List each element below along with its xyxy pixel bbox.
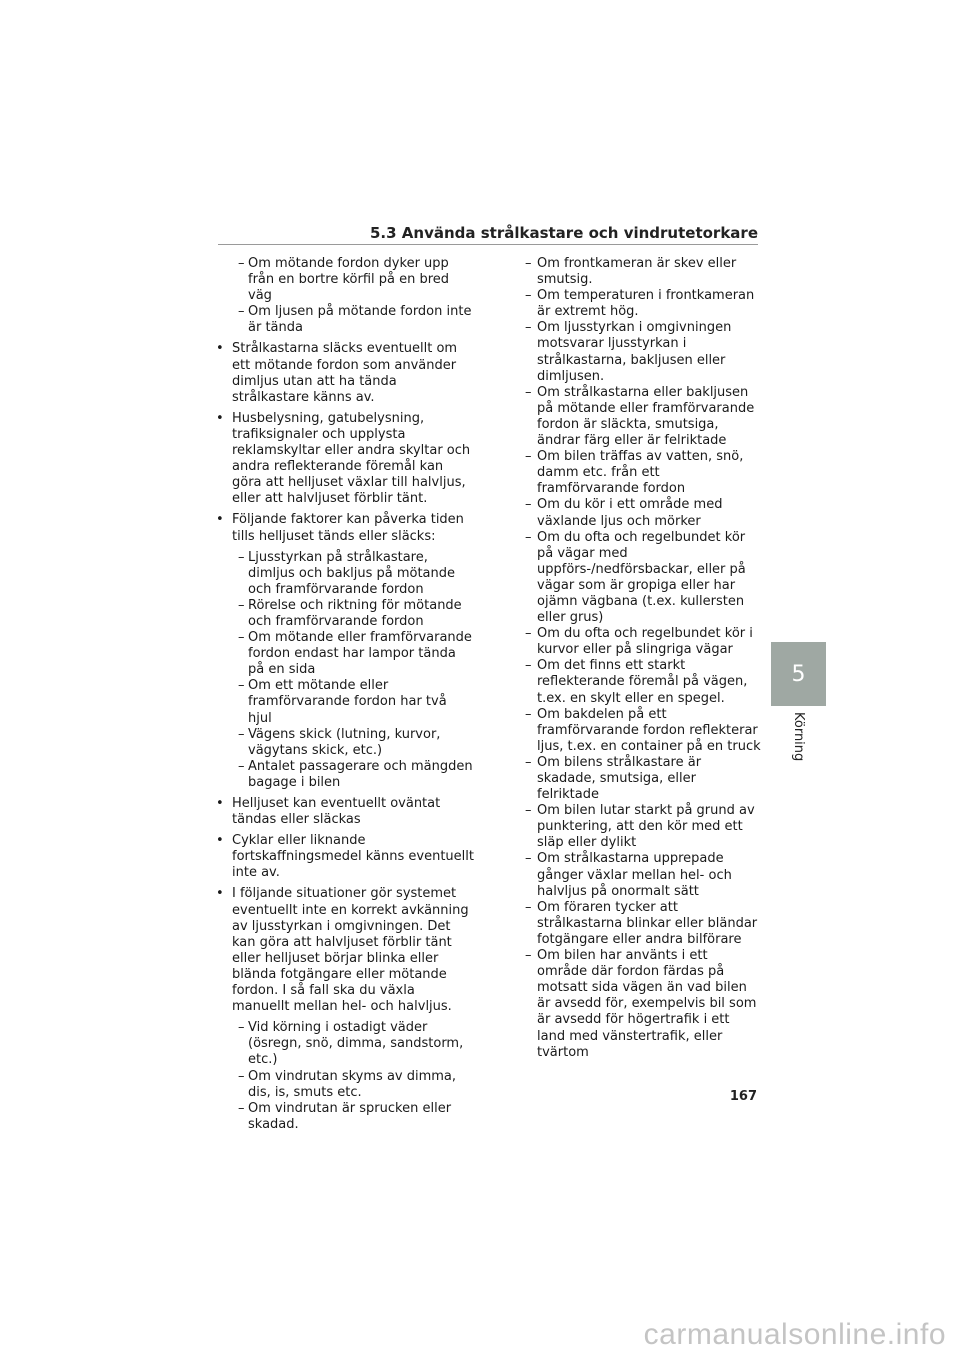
bullet-item <box>216 796 474 828</box>
dash-item <box>525 755 761 803</box>
bullet-item <box>216 886 474 1015</box>
dash-item <box>216 598 474 630</box>
item-text: Om bilen träffas av vatten, snö, damm etc. från ett framförvarande fordon <box>537 449 744 497</box>
item-text: Om föraren tycker att strålkastarna blinkar eller bländar fotgängare eller andra bilförare <box>537 899 758 947</box>
item-text: Om temperaturen i frontkameran är extremt hög. <box>537 288 755 320</box>
dash-marker: – <box>525 449 532 465</box>
item-text: Husbelysning, gatubelysning, trafiksignaler och upplysta reklamskyltar eller andra skyltar och andra reflekterande föremål kan göra att helljuset växlar till halvljus, eller att halvljuset förblir tänt. <box>232 410 471 507</box>
dash-marker: – <box>525 754 532 770</box>
dash-item <box>525 803 761 851</box>
item-text: I följande situationer gör systemet eventuellt inte en korrekt avkänning av ljusstyrkan i omgivningen. Det kan göra att halvljuset förblir tänt eller helljuset börjar blinka eller blända fotgängare eller mötande fordon. I så fall ska du växla manuellt mellan hel- och halvljus. <box>232 886 469 1015</box>
dash-item <box>525 948 761 1061</box>
page-number: 167 <box>729 1089 757 1104</box>
chapter-label: Körning <box>791 712 806 762</box>
dash-item <box>216 550 474 598</box>
dash-item <box>525 256 761 288</box>
dash-marker: – <box>238 1068 245 1084</box>
dash-marker: – <box>525 851 532 867</box>
dash-marker: – <box>525 899 532 915</box>
item-text: Om strålkastarna eller bakljusen på mötande eller framförvarande fordon är släckta, smutsiga, ändrar färg eller är felriktade <box>537 384 755 449</box>
dash-marker: – <box>238 256 245 271</box>
bullet-item <box>216 341 474 405</box>
dash-marker: – <box>525 256 532 271</box>
dash-item <box>525 320 761 384</box>
item-text: Strålkastarna släcks eventuellt om ett mötande fordon som använder dimljus utan att ha tända strålkastare känns av. <box>232 341 458 405</box>
dash-item <box>525 385 761 449</box>
left-column <box>216 256 474 1133</box>
dash-marker: – <box>238 726 245 742</box>
chapter-tab[interactable] <box>771 642 826 706</box>
dash-marker: – <box>238 630 245 646</box>
item-text: Om du ofta och regelbundet kör på vägar med uppförs-/nedförsbackar, eller på vägar som är gropiga eller har ojämn vägbana (t.ex. kullersten eller grus) <box>537 529 746 626</box>
item-text: Ljusstyrkan på strålkastare, dimljus och bakljus på mötande och framförvarande fordon <box>248 549 456 597</box>
dash-marker: – <box>525 948 532 964</box>
dash-marker: – <box>238 304 245 320</box>
item-text: Antalet passagerare och mängden bagage i bilen <box>248 758 473 790</box>
dash-item <box>525 449 761 497</box>
dash-item <box>216 1020 474 1068</box>
dash-item <box>525 851 761 899</box>
dash-item <box>525 900 761 948</box>
item-text: Om bilen har använts i ett område där fordon färdas på motsatt sida vägen än vad bilen är avsedd för, exempelvis bil som är avsedd för högertrafik i ett land med vänstertrafik, eller tvärtom <box>537 948 757 1060</box>
dash-item <box>216 727 474 759</box>
bullet-marker: • <box>216 833 224 849</box>
bullet-item <box>216 833 474 881</box>
dash-item <box>216 1101 474 1133</box>
dash-item <box>525 626 761 658</box>
dash-marker: – <box>525 658 532 674</box>
bullet-marker: • <box>216 512 224 528</box>
dash-marker: – <box>238 758 245 774</box>
item-text: Om mötande fordon dyker upp från en bortre körfil på en bred väg <box>248 256 450 304</box>
bullet-marker: • <box>216 341 224 357</box>
item-text: Helljuset kan eventuellt oväntat tändas eller släckas <box>232 796 441 828</box>
dash-marker: – <box>238 678 245 694</box>
item-text: Följande faktorer kan påverka tiden tills helljuset tänds eller släcks: <box>232 512 464 544</box>
dash-item <box>525 707 761 755</box>
dash-marker: – <box>525 497 532 513</box>
dash-item <box>525 497 761 529</box>
dash-marker: – <box>238 549 245 565</box>
dash-item <box>525 658 761 706</box>
item-text: Cyklar eller liknande fortskaffningsmedel känns eventuellt inte av. <box>232 833 474 881</box>
item-text: Om vindrutan är sprucken eller skadad. <box>248 1100 452 1132</box>
dash-marker: – <box>525 288 532 304</box>
dash-item <box>216 256 474 304</box>
dash-marker: – <box>238 597 245 613</box>
item-text: Rörelse och riktning för mötande och framförvarande fordon <box>248 597 462 629</box>
dash-item <box>216 678 474 726</box>
item-text: Om ljusstyrkan i omgivningen motsvarar ljusstyrkan i strålkastarna, bakljusen eller dimljusen. <box>537 320 732 384</box>
item-text: Om frontkameran är skev eller smutsig. <box>537 256 737 288</box>
item-text: Om bilens strålkastare är skadade, smutsiga, eller felriktade <box>537 754 702 803</box>
dash-marker: – <box>525 529 532 545</box>
section-title: 5.3 Använda strålkastare och vindrutetorkare <box>369 224 758 242</box>
dash-marker: – <box>525 384 532 400</box>
item-text: Om strålkastarna upprepade gånger växlar mellan hel- och halvljus på onormalt sätt <box>537 851 732 899</box>
dash-marker: – <box>525 626 532 642</box>
item-text: Om det finns ett starkt reflekterande föremål på vägen, t.ex. en skylt eller en spegel. <box>537 658 748 706</box>
item-text: Om ett mötande eller framförvarande fordon har två hjul <box>248 678 447 726</box>
watermark: carmanualsonline.info <box>643 1318 946 1351</box>
dash-marker: – <box>238 1100 245 1116</box>
item-text: Vägens skick (lutning, kurvor, vägytans skick, etc.) <box>248 726 441 758</box>
right-column <box>525 256 761 1061</box>
item-text: Vid körning i ostadigt väder (ösregn, snö, dimma, sandstorm, etc.) <box>248 1020 464 1068</box>
header-divider <box>218 244 758 245</box>
item-text: Om vindrutan skyms av dimma, dis, is, smuts etc. <box>248 1068 457 1100</box>
item-text: Om du kör i ett område med växlande ljus och mörker <box>537 497 723 529</box>
dash-marker: – <box>238 1020 245 1036</box>
chapter-number: 5 <box>791 661 806 687</box>
bullet-marker: • <box>216 410 224 426</box>
bullet-marker: • <box>216 886 224 902</box>
dash-marker: – <box>525 320 532 336</box>
dash-marker: – <box>525 803 532 819</box>
dash-item <box>525 288 761 320</box>
dash-item <box>216 630 474 678</box>
dash-item <box>216 759 474 791</box>
item-text: Om bakdelen på ett framförvarande fordon reflekterar ljus, t.ex. en container på en truck <box>537 706 761 754</box>
item-text: Om du ofta och regelbundet kör i kurvor eller på slingriga vägar <box>537 626 753 658</box>
dash-marker: – <box>525 706 532 722</box>
bullet-item <box>216 512 474 544</box>
dash-item <box>216 1069 474 1101</box>
item-text: Om bilen lutar starkt på grund av punktering, att den kör med ett släp eller dylikt <box>537 803 755 851</box>
bullet-marker: • <box>216 796 224 811</box>
dash-item <box>525 530 761 627</box>
item-text: Om mötande eller framförvarande fordon endast har lampor tända på en sida <box>248 630 472 678</box>
dash-item <box>216 304 474 336</box>
item-text: Om ljusen på mötande fordon inte är tända <box>248 304 472 336</box>
bullet-item <box>216 411 474 508</box>
